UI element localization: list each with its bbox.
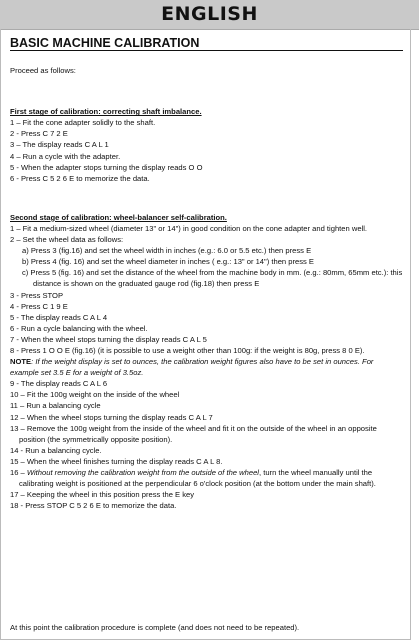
content-panel	[0, 29, 411, 640]
stage-two-step-a-0: 3 - Press STOP	[10, 290, 64, 300]
stage-one-step-4: 5 - When the adapter stops turning the display reads O O	[10, 162, 203, 172]
step-2b: b) Press 4 (fig. 16) and set the wheel diameter in inches ( e.g.: 13" or 14") then press E	[22, 257, 314, 267]
step-16-emphasis: Without removing the calibration weight from the outside of the wheel	[26, 468, 259, 477]
step-13: 13 – Remove the 100g weight from the inside of the wheel and fit it on the outside of the wheel in an opposite position (the symmetrically opposite position).	[10, 423, 377, 444]
stage-one-step-3: 4 – Run a cycle with the adapter.	[10, 151, 121, 161]
stage-one-step-1: 2 - Press C 7 2 E	[10, 129, 68, 139]
steps-3-to-7	[10, 290, 403, 345]
closing-note: At this point the calibration procedure is complete (and does not need to be repeated).	[10, 623, 300, 632]
stage-two-step-b-0: 9 - The display reads C A L 6	[10, 379, 108, 389]
steps-9-to-12	[10, 378, 403, 422]
step-16-rest: , turn the wheel manually until the calibrating weight is positioned at the perpendicular 6 o'clock position (at the bottom under the main shaft).	[19, 468, 376, 489]
stage-two-step-c-0: 14 - Run a balancing cycle.	[10, 445, 102, 455]
stage-one-step-2: 3 – The display reads C A L 1	[10, 140, 109, 150]
stage-one-step-5: 6 - Press C 5 2 6 E to memorize the data.	[10, 173, 150, 183]
stage-two-step-a-1: 4 - Press C 1 9 E	[10, 301, 68, 311]
stage-two-step-b-2: 11 – Run a balancing cycle	[10, 401, 101, 411]
note-text: : If the weight display is set to ounces, the calibration weight figures also have to be set in ounces. For example set 3.5 E for a weight of 3.5oz.	[10, 357, 374, 378]
stage-two	[10, 212, 403, 512]
step-2: 2 – Set the wheel data as follows:	[10, 235, 124, 245]
step-2a: a) Press 3 (fig.16) and set the wheel width in inches (e.g.: 6.0 or 5.5 etc.) then press E	[22, 246, 312, 256]
stage-one-title: First stage of calibration: correcting shaft imbalance.	[10, 107, 202, 117]
note-label: NOTE	[10, 357, 32, 367]
note	[10, 356, 403, 378]
step-18: 18 - Press STOP C 5 2 6 E to memorize the data.	[10, 501, 177, 511]
language-label: ENGLISH	[161, 3, 258, 25]
step-8: 8 - Press 1 O O E (fig.16) (it is possible to use a weight other than 100g: if the weight is 80g, press 8 0 E).	[10, 345, 365, 355]
stage-two-step-b-3: 12 – When the wheel stops turning the display reads C A L 7	[10, 412, 213, 422]
stage-two-step-a-4: 7 - When the wheel stops turning the display reads C A L 5	[10, 334, 207, 344]
stage-two-step-a-3: 6 - Run a cycle balancing with the wheel.	[10, 323, 148, 333]
step-16-number: 16 –	[10, 468, 27, 477]
step-1: 1 – Fit a medium-sized wheel (diameter 13" or 14") in good condition on the cone adapter and tighten well.	[10, 223, 368, 233]
stage-two-step-a-2: 5 - The display reads C A L 4	[10, 312, 108, 322]
stage-one-steps	[10, 117, 403, 184]
step-2c: c) Press 5 (fig. 16) and set the distance of the wheel from the machine body in mm. (e.g.: 80mm, 65mm etc.): this distance is shown on the graduated gauge rod (fig.18) then press E	[22, 268, 403, 289]
stage-two-step-c-1: 15 – When the wheel finishes turning the display reads C A L 8.	[10, 456, 223, 466]
section-title: BASIC MACHINE CALIBRATION	[10, 38, 403, 51]
steps-14-to-15	[10, 445, 403, 467]
language-header	[0, 0, 419, 30]
step-16	[10, 467, 403, 489]
stage-two-title: Second stage of calibration: wheel-balancer self-calibration.	[10, 212, 227, 222]
intro-text: Proceed as follows:	[10, 66, 76, 76]
stage-one	[10, 106, 403, 184]
stage-two-step-b-1: 10 – Fit the 100g weight on the inside of the wheel	[10, 390, 180, 400]
step-17: 17 – Keeping the wheel in this position press the E key	[10, 490, 195, 500]
stage-one-step-0: 1 – Fit the cone adapter solidly to the shaft.	[10, 118, 156, 128]
